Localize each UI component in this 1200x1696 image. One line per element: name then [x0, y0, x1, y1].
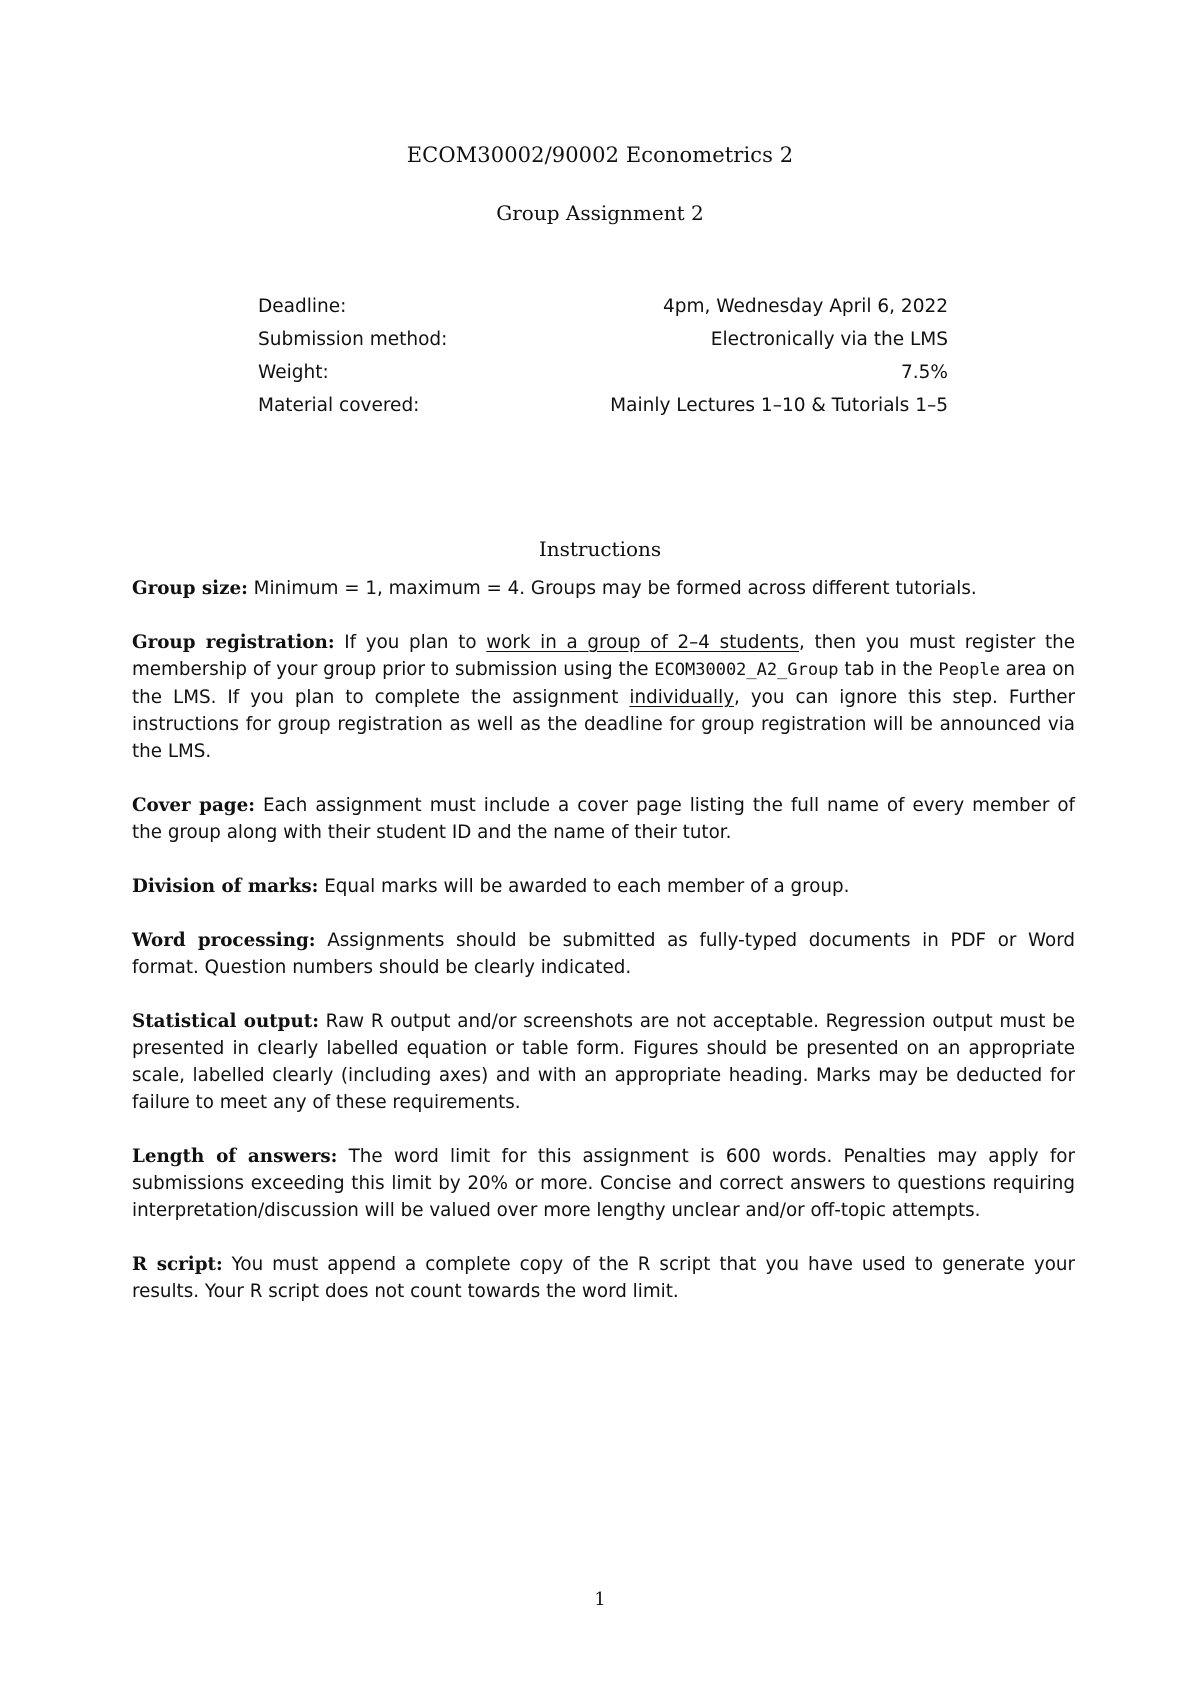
paragraph-label: Cover page: [132, 795, 255, 816]
paragraph-label: Division of marks: [132, 876, 319, 897]
paragraph-text: Assignments should be submitted as fully-typed documents in PDF or Word format. Question numbers should be clearly indicated. [132, 930, 1076, 978]
paragraph-text: tab in the [838, 659, 939, 680]
paragraph-text: Each assignment must include a cover page listing the full name of every member of the group along with their student ID and the name of their tutor. [132, 795, 1075, 843]
meta-label: Weight: [258, 362, 329, 383]
paragraph-text: area on the LMS. If you plan to complete the assignment [132, 659, 1076, 708]
paragraph-text: If you plan to [334, 632, 487, 653]
meta-value: 7.5% [901, 362, 948, 383]
meta-value: Electronically via the LMS [710, 329, 948, 350]
paragraph-label: Word processing: [132, 930, 316, 951]
paragraph-statistical-output [132, 1008, 1075, 1116]
instructions-heading: Instructions [538, 537, 662, 561]
paragraph-cover-page [132, 792, 1075, 846]
lms-area-name: People [938, 660, 1000, 680]
paragraph-label: Statistical output: [132, 1011, 319, 1032]
paragraph-text: , then you must register the membership of your group prior to submission using the [132, 632, 1075, 680]
paragraph-division-of-marks [132, 873, 1075, 900]
meta-label: Submission method: [258, 329, 448, 350]
meta-value: Mainly Lectures 1–10 & Tutorials 1–5 [610, 395, 948, 416]
assignment-details [258, 290, 948, 422]
paragraph-group-size [132, 575, 1075, 602]
instructions-body [132, 575, 1075, 1332]
paragraph-word-processing [132, 927, 1075, 981]
meta-label: Material covered: [258, 395, 420, 416]
paragraph-text: Equal marks will be awarded to each member of a group. [318, 876, 850, 897]
paragraph-length-of-answers [132, 1143, 1075, 1224]
meta-row-material-covered [258, 389, 948, 422]
page-number: 1 [594, 1589, 606, 1610]
meta-row-weight [258, 356, 948, 389]
lms-tab-name: ECOM30002_A2_Group [654, 660, 839, 680]
meta-label: Deadline: [258, 296, 347, 317]
paragraph-group-registration [132, 629, 1075, 765]
paragraph-text: The word limit for this assignment is 600 words. Penalties may apply for submissions exceeding this limit by 20% or more. Concise and correct answers to questions requiring interpretation/discussion will be valued over more lengthy unclear and/or off-topic attempts. [132, 1146, 1075, 1221]
underlined-text: work in a group of 2–4 students [486, 632, 799, 653]
document-subtitle: Group Assignment 2 [496, 201, 704, 225]
paragraph-text: Minimum = 1, maximum = 4. Groups may be formed across different tutorials. [247, 578, 977, 599]
paragraph-label: Group size: [132, 578, 248, 599]
meta-value: 4pm, Wednesday April 6, 2022 [662, 296, 948, 317]
paragraph-text: You must append a complete copy of the R script that you have used to generate your results. Your R script does not count towards the word limit. [132, 1254, 1075, 1302]
meta-row-submission-method [258, 323, 948, 356]
meta-row-deadline [258, 290, 948, 323]
paragraph-label: Group registration: [132, 632, 335, 653]
paragraph-label: Length of answers: [132, 1146, 338, 1167]
paragraph-text: , you can ignore this step. Further instructions for group registration as well as the deadline for group registration will be announced via the LMS. [132, 687, 1076, 762]
paragraph-text: Raw R output and/or screenshots are not acceptable. Regression output must be presented in clearly labelled equation or table form. Figures should be presented on an appropriate scale, labelled clearly (including axes) and with an appropriate heading. Marks may be deducted for failure to meet any of these requirements. [132, 1011, 1076, 1113]
paragraph-label: R script: [132, 1254, 223, 1275]
underlined-text: individually [629, 687, 735, 708]
document-title: ECOM30002/90002 Econometrics 2 [406, 143, 794, 167]
paragraph-r-script [132, 1251, 1075, 1305]
